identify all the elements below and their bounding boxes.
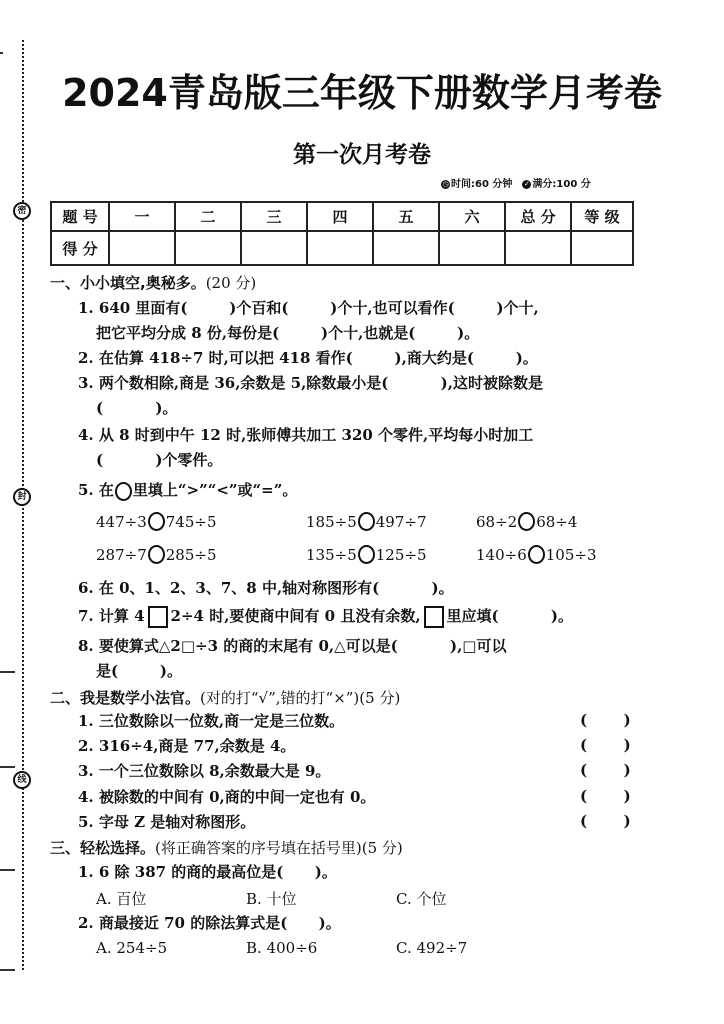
- score-cell[interactable]: [241, 231, 307, 265]
- answer-blank[interactable]: ( ): [580, 711, 631, 729]
- check-circle-icon: ✓: [523, 179, 530, 188]
- question-1-7: 7. 计算 4 2÷4 时,要使商中间有 0 且没有余数, 里应填( )。: [78, 606, 573, 628]
- score-cell[interactable]: [505, 231, 571, 265]
- score-info: ✓ 满分:100 分: [523, 179, 591, 190]
- answer-circle[interactable]: [518, 512, 535, 531]
- judge-item: 4. 被除数的中间有 0,商的中间一定也有 0。: [78, 788, 376, 806]
- question-1-1-cont: 把它平均分成 8 份,每份是( )个十,也就是( )。: [96, 324, 480, 342]
- exam-meta: [441, 175, 591, 190]
- seal-mi-icon: 密: [13, 202, 31, 220]
- comparison-item: 447÷3 745÷5: [96, 512, 217, 531]
- choice-options: [96, 888, 446, 909]
- question-1-5: 5. 在 里填上“>”“<”或“=”。: [78, 481, 298, 499]
- question-1-8: 8. 要使算式△2□÷3 的商的末尾有 0,△可以是( ),□可以: [78, 637, 507, 655]
- judge-item: 1. 三位数除以一位数,商一定是三位数。: [78, 712, 345, 730]
- page-subtitle: 第一次月考卷: [293, 142, 431, 168]
- clock-icon: ◷: [442, 179, 449, 188]
- answer-blank[interactable]: ( ): [580, 787, 631, 805]
- judge-item: 3. 一个三位数除以 8,余数最大是 9。: [78, 762, 331, 780]
- choice-question-2: 2. 商最接近 70 的除法算式是( )。: [78, 914, 341, 932]
- option-a[interactable]: A. 254÷5: [96, 939, 168, 957]
- question-1-4: 4. 从 8 时到中午 12 时,张师傅共加工 320 个零件,平均每小时加工: [78, 426, 534, 444]
- answer-circle[interactable]: [358, 545, 375, 564]
- answer-circle[interactable]: [148, 545, 165, 564]
- blank-box[interactable]: [424, 606, 444, 628]
- score-cell[interactable]: [439, 231, 505, 265]
- score-cell[interactable]: [307, 231, 373, 265]
- margin-tick: [0, 671, 15, 673]
- judge-item: 2. 316÷4,商是 77,余数是 4。: [78, 737, 296, 755]
- circle-icon: [115, 482, 132, 501]
- table-cell: 题 号: [51, 202, 109, 231]
- answer-blank[interactable]: ( ): [580, 761, 631, 779]
- question-1-4-cont: ( )个零件。: [96, 451, 223, 469]
- question-1-3: 3. 两个数相除,商是 36,余数是 5,除数最小是( ),这时被除数是: [78, 374, 543, 392]
- option-b[interactable]: B. 十位: [246, 890, 297, 908]
- table-cell: 等 级: [571, 202, 633, 231]
- comparison-item: 140÷6 105÷3: [476, 545, 597, 564]
- table-cell: 总 分: [505, 202, 571, 231]
- table-cell: 一: [109, 202, 175, 231]
- seal-feng-icon: 封: [13, 488, 31, 506]
- table-cell: 六: [439, 202, 505, 231]
- comparison-item: 68÷2 68÷4: [476, 512, 578, 531]
- score-cell[interactable]: [373, 231, 439, 265]
- choice-question-1: 1. 6 除 387 的商的最高位是( )。: [78, 863, 337, 881]
- comparison-item: 185÷5 497÷7: [306, 512, 427, 531]
- answer-blank[interactable]: ( ): [580, 736, 631, 754]
- question-1-6: 6. 在 0、1、2、3、7、8 中,轴对称图形有( )。: [78, 579, 454, 597]
- table-cell: 三: [241, 202, 307, 231]
- option-c[interactable]: C. 个位: [396, 890, 447, 908]
- answer-circle[interactable]: [148, 512, 165, 531]
- answer-circle[interactable]: [358, 512, 375, 531]
- option-c[interactable]: C. 492÷7: [396, 939, 468, 957]
- question-1-8-cont: 是( )。: [96, 662, 182, 680]
- question-1-3-cont: ( )。: [96, 399, 178, 417]
- answer-circle[interactable]: [528, 545, 545, 564]
- comparison-row: [96, 545, 686, 564]
- section-3-heading: 三、轻松选择。(将正确答案的序号填在括号里)(5 分): [50, 839, 403, 857]
- option-a[interactable]: A. 百位: [96, 890, 147, 908]
- table-cell: 五: [373, 202, 439, 231]
- score-table-header-row: [51, 202, 633, 231]
- answer-blank[interactable]: ( ): [580, 812, 631, 830]
- option-b[interactable]: B. 400÷6: [246, 939, 318, 957]
- table-cell: 四: [307, 202, 373, 231]
- margin-tick: [0, 969, 15, 971]
- score-table: [50, 201, 634, 266]
- score-cell[interactable]: [571, 231, 633, 265]
- comparison-row: [96, 512, 686, 531]
- time-info: ◷ 时间:60 分钟: [442, 179, 513, 190]
- table-cell: 得 分: [51, 231, 109, 265]
- page-title: 2024青岛版三年级下册数学月考卷: [62, 71, 662, 115]
- seal-xian-icon: 线: [13, 771, 31, 789]
- table-cell: 二: [175, 202, 241, 231]
- judge-item: 5. 字母 Z 是轴对称图形。: [78, 813, 256, 831]
- blank-box[interactable]: [148, 606, 168, 628]
- score-cell[interactable]: [109, 231, 175, 265]
- choice-options: [96, 939, 467, 957]
- question-1-1: 1. 640 里面有( )个百和( )个十,也可以看作( )个十,: [78, 299, 539, 317]
- margin-tick: [0, 869, 15, 871]
- margin-tick: [0, 766, 15, 768]
- score-table-score-row: [51, 231, 633, 265]
- comparison-item: 135÷5 125÷5: [306, 545, 427, 564]
- comparison-item: 287÷7 285÷5: [96, 545, 217, 564]
- section-1-heading: 一、小小填空,奥秘多。(20 分): [50, 274, 257, 292]
- question-1-2: 2. 在估算 418÷7 时,可以把 418 看作( ),商大约是( )。: [78, 349, 538, 367]
- section-2-heading: 二、我是数学小法官。(对的打“√”,错的打“×”)(5 分): [50, 689, 401, 707]
- margin-mark: [0, 52, 3, 54]
- score-cell[interactable]: [175, 231, 241, 265]
